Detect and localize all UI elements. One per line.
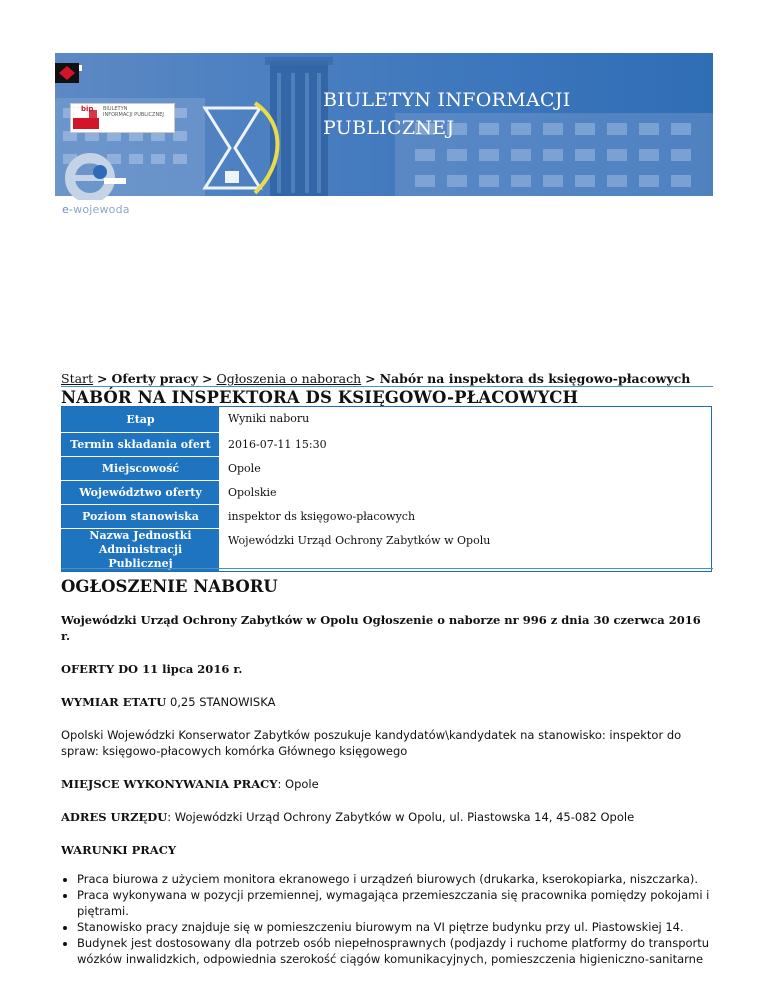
announcement-heading: Wojewódzki Urząd Ochrony Zabytków w Opolu Ogłoszenie o naborze nr 996 z dnia 30 czerwca 2016 r.: [61, 613, 701, 643]
announcement-intro: Opolski Wojewódzki Konserwator Zabytków poszukuje kandydatów\kandydatek na stanowisko: inspektor do spraw: księgowo-płacowych komórka Głównego księgowego: [61, 728, 682, 758]
miejsce-pracy: [61, 776, 713, 792]
adres-value: : Wojewódzki Urząd Ochrony Zabytków w Opolu, ul. Piastowska 14, 45-082 Opole: [167, 810, 635, 824]
e-wojewoda-label: [62, 203, 130, 216]
bip-logo[interactable]: [70, 103, 175, 133]
table-row: [62, 457, 712, 481]
table-row: [62, 407, 712, 433]
list-item: • Stanowisko pracy znajduje się w pomieszczeniu biurowym na VI piętrze budynku przy ul. Piastowskiej 14.: [77, 919, 713, 935]
bip-caption-line1: BIULETYN: [103, 106, 128, 112]
info-value-termin: 2016-07-11 15:30: [228, 437, 327, 451]
breadcrumb-oferty-pracy: Oferty pracy: [111, 371, 198, 386]
info-label-etap: Etap: [62, 407, 220, 433]
info-label-miejscowosc: Miejscowość: [62, 457, 220, 481]
table-row: [62, 505, 712, 529]
miejsce-value: : Opole: [277, 777, 319, 791]
page-title: NABÓR NA INSPEKTORA DS KSIĘGOWO-PŁACOWYCH: [61, 388, 579, 407]
warunki-list: [61, 871, 713, 967]
wymiar-label: WYMIAR ETATU: [61, 695, 167, 709]
breadcrumb-separator: >: [201, 371, 213, 386]
section-title: OGŁOSZENIE NABORU: [61, 577, 278, 596]
diamond-logo-icon[interactable]: [55, 63, 85, 85]
breadcrumb-current: Nabór na inspektora ds księgowo-płacowych: [379, 371, 691, 386]
table-row: [62, 433, 712, 457]
warunki-label: WARUNKI PRACY: [61, 843, 177, 857]
e-wojewoda-logo-icon[interactable]: [60, 150, 130, 200]
bip-caption-line2: INFORMACJI PUBLICZNEJ: [103, 112, 164, 118]
info-label-wojewodztwo: Województwo oferty: [62, 481, 220, 505]
banner-title: [323, 86, 623, 142]
announcement-deadline: OFERTY DO 11 lipca 2016 r.: [61, 662, 243, 676]
banner-title-line1: BIULETYN INFORMACJI: [323, 89, 571, 111]
bip-word: bip: [81, 105, 94, 113]
breadcrumb-divider: [61, 386, 713, 387]
info-value-wojewodztwo: Opolskie: [228, 485, 277, 499]
wymiar-value: 0,25 STANOWISKA: [169, 695, 276, 709]
breadcrumb-ogloszenia-link[interactable]: Ogłoszenia o naborach: [216, 371, 362, 386]
table-row: [62, 481, 712, 505]
e-wojewoda-prefix: e-: [62, 203, 74, 216]
announcement-content: [61, 612, 713, 967]
info-value-poziom: inspektor ds księgowo-płacowych: [228, 509, 416, 523]
info-value-etap: Wyniki naboru: [228, 412, 310, 425]
table-row: [62, 529, 712, 572]
adres-urzedu: [61, 809, 713, 825]
breadcrumb-separator: >: [97, 371, 108, 386]
info-value-jednostka: Wojewódzki Urząd Ochrony Zabytków w Opolu: [228, 533, 491, 547]
list-item: • Praca biurowa z użyciem monitora ekranowego i urządzeń biurowych (drukarka, kserokopiarka, niszczarka).: [77, 871, 713, 887]
miejsce-label: MIEJSCE WYKONYWANIA PRACY: [61, 777, 278, 791]
wymiar-etatu: [61, 694, 713, 710]
list-item: • Praca wykonywana w pozycji przemiennej, wymagająca przemieszczania się pracownika pomiędzy pokojami i piętrami.: [77, 887, 713, 919]
list-item: • Budynek jest dostosowany dla potrzeb osób niepełnosprawnych (podjazdy i ruchome platformy do transportu wózków inwalidzkich, odpowiednia szerokość ciągów komunikacyjnych, pomieszczenia higieniczno-sanitarne: [77, 935, 713, 967]
adres-label: ADRES URZĘDU: [61, 810, 168, 824]
info-label-termin: Termin składania ofert: [62, 433, 220, 457]
section-divider: [61, 568, 713, 569]
banner-title-line2: PUBLICZNEJ: [323, 117, 455, 139]
info-label-jednostka: Nazwa Jednostki Administracji Publicznej: [62, 529, 220, 572]
offer-info-table: [61, 406, 712, 572]
e-wojewoda-rest: wojewoda: [73, 203, 130, 216]
breadcrumb: [61, 371, 721, 386]
breadcrumb-start-link[interactable]: Start: [61, 371, 94, 386]
info-value-miejscowosc: Opole: [228, 461, 261, 475]
bip-caption: [103, 106, 164, 118]
breadcrumb-separator: >: [365, 371, 376, 386]
info-label-poziom: Poziom stanowiska: [62, 505, 220, 529]
